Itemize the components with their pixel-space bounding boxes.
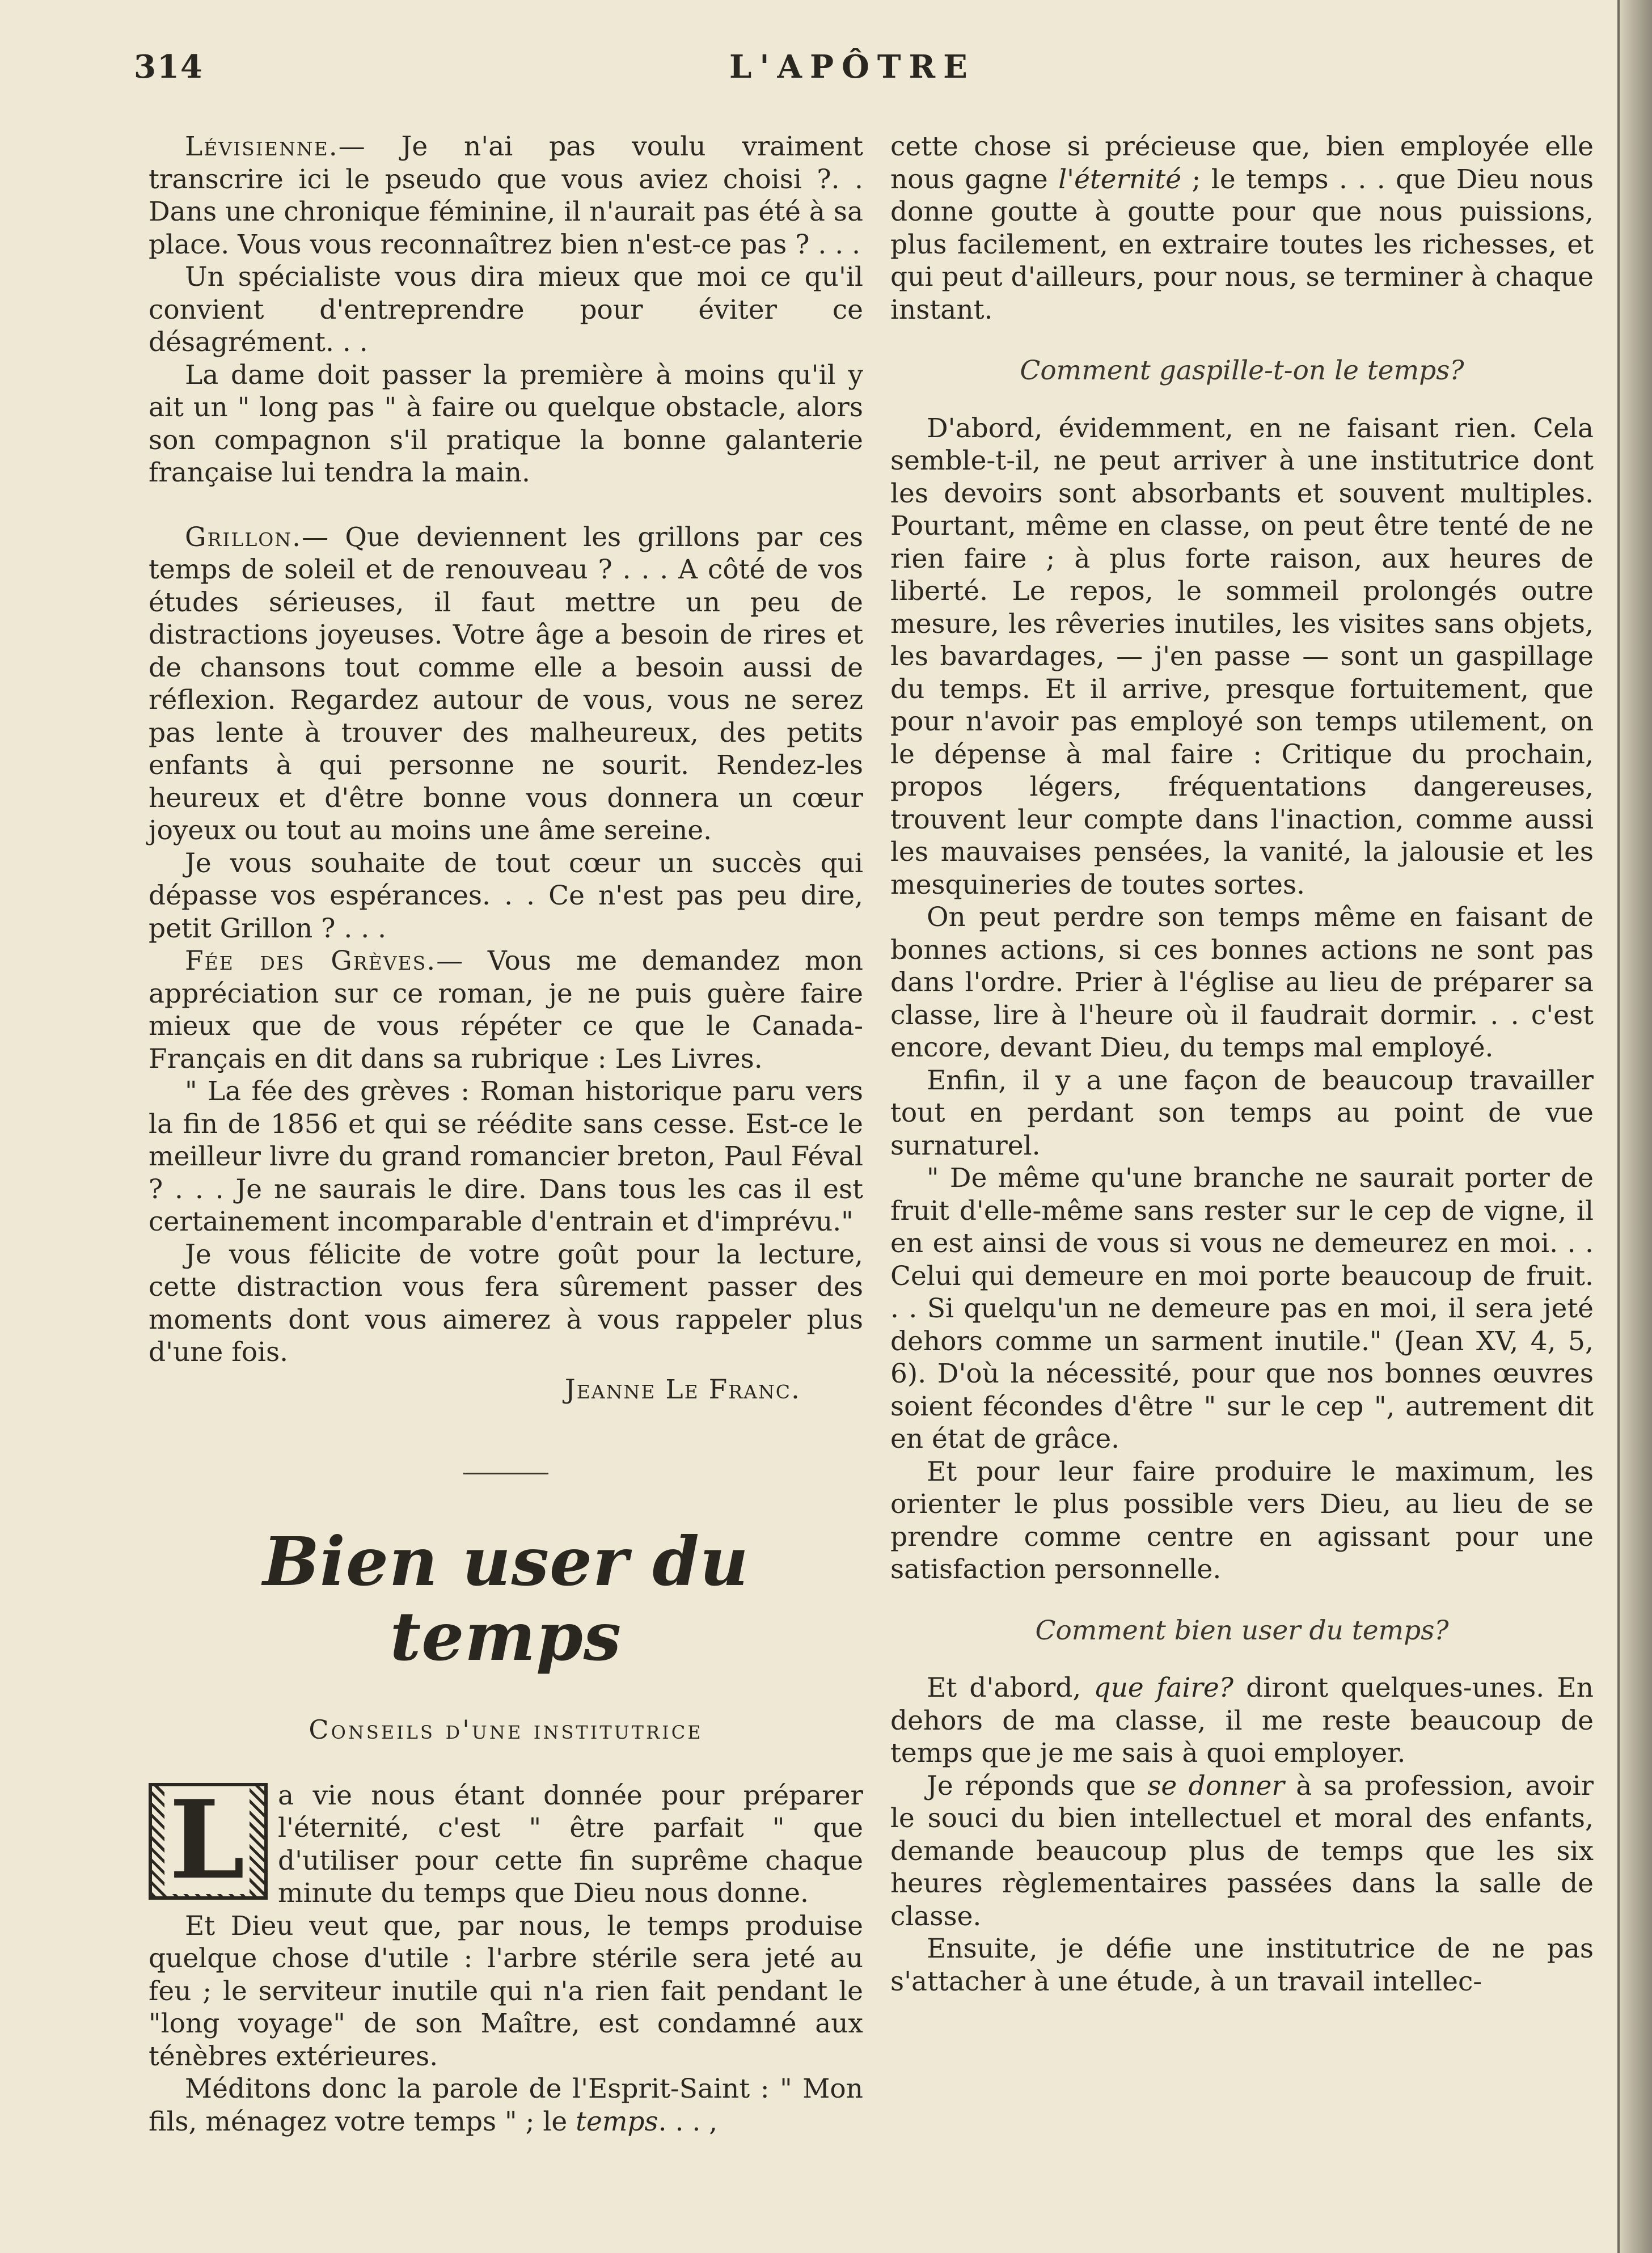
- paragraph: Je réponds que se donner à sa profession, avoir le souci du bien intellectuel et moral des enfants, demande beaucoup plus de temps que les six heures règlementaires passées dans la salle de classe.: [890, 1770, 1594, 1932]
- correspondent-name: Grillon.: [185, 521, 302, 553]
- correspondent-name: Lévisienne.: [185, 131, 339, 162]
- article-opening-paragraph: L a vie nous étant donnée pour préparer l'éternité, c'est " être parfait " que d'utiliser pour cette fin suprême chaque minute du temps que Dieu nous donne.: [149, 1779, 863, 1910]
- section-heading: Comment bien user du temps?: [1035, 1614, 1449, 1646]
- page-number: 314: [134, 48, 204, 86]
- section-heading: Comment gaspille-t-on le temps?: [1020, 355, 1464, 386]
- paragraph: Un spécialiste vous dira mieux que moi ce qu'il convient d'entreprendre pour éviter ce désagrément. . .: [149, 261, 863, 358]
- paragraph: Et Dieu veut que, par nous, le temps produise quelque chose d'utile : l'arbre stérile sera jeté au feu ; le serviteur inutile qui n'a rien fait pendant le "long voyage" de son Maître, est condamné aux ténèbres extérieures.: [149, 1910, 863, 2072]
- quotation: " De même qu'une branche ne saurait porter de fruit d'elle-même sans rester sur le cep de vigne, il en est ainsi de vous si vous ne demeurez en moi. . . Celui qui demeure en moi porte beaucoup de fruit. . . Si quelqu'un ne demeure pas en moi, il sera jeté dehors comme un sarment inutile." (Jean XV, 4, 5, 6). D'où la nécessité, pour que nos bonnes œuvres soient fécondes d'être " sur le cep ", autrement dit en état de grâce.: [890, 1163, 1594, 1455]
- right-column: [890, 130, 1594, 1998]
- running-title: L'APÔTRE: [729, 48, 975, 86]
- paragraph: Je vous souhaite de tout cœur un succès qui dépasse vos espérances. . . Ce n'est pas peu dire, petit Grillon ? . . .: [149, 847, 863, 944]
- paragraph: Je vous félicite de votre goût pour la lecture, cette distraction vous fera sûrement passer des moments dont vous aimerez à vous rappeler plus d'une fois.: [149, 1238, 863, 1368]
- paragraph: D'abord, évidemment, en ne faisant rien. Cela semble-t-il, ne peut arriver à une institutrice dont les devoirs sont absorbants et souvent multiples. Pourtant, même en classe, on peut être tenté de ne rien faire ; à plus forte raison, aux heures de liberté. Le repos, le sommeil prolongés outre mesure, les rêveries inutiles, les visites sans objets, les bavardages, — j'en passe — sont un gaspillage du temps. Et il arrive, presque fortuitement, que pour n'avoir pas employé son temps utilement, on le dépense à mal faire : Critique du prochain, propos légers, fréquentations dangereuses, trouvent leur compte dans l'inaction, comme aussi les mauvaises pensées, la vanité, la jalousie et les mesquineries de toutes sortes.: [890, 412, 1594, 901]
- correspondent-name: Fée des Grèves.: [185, 945, 437, 977]
- levisienne-reply: Lévisienne.— Je n'ai pas voulu vraiment transcrire ici le pseudo que vous aviez choisi ?. . Dans une chronique féminine, il n'aurait pas été à sa place. Vous vous reconnaîtrez bien n'est-ce pas ? . . .: [149, 131, 863, 260]
- ornamental-dropcap: L: [149, 1783, 268, 1900]
- quotation: " La fée des grèves : Roman historique paru vers la fin de 1856 et qui se réédite sans cesse. Est-ce le meilleur livre du grand romancier breton, Paul Féval ? . . . Je ne saurais le dire. Dans tous les cas il est certainement incomparable d'entrain et d'imprévu.": [149, 1076, 863, 1237]
- page-edge-shadow: [1619, 0, 1652, 2253]
- article-title: Bien user du temps: [263, 1522, 749, 1676]
- page-header: [134, 48, 1019, 99]
- paragraph: On peut perdre son temps même en faisant de bonnes actions, si ces bonnes actions ne sont pas dans l'ordre. Prier à l'église au lieu de préparer sa classe, lire à l'heure où il faudrait dormir. . . c'est encore, devant Dieu, du temps mal employé.: [890, 902, 1594, 1063]
- paragraph: cette chose si précieuse que, bien employée elle nous gagne l'éternité ; le temps . . . que Dieu nous donne goutte à goutte pour que nous puissions, plus facilement, en extraire toutes les richesses, et qui peut d'ailleurs, pour nous, se terminer à chaque instant.: [890, 131, 1594, 326]
- paragraph: Ensuite, je défie une institutrice de ne pas s'attacher à une étude, à un travail intellec-: [890, 1933, 1594, 1997]
- article-subtitle: Conseils d'une institutrice: [309, 1714, 703, 1745]
- section-separator: [463, 1473, 548, 1474]
- paragraph: Et d'abord, que faire? diront quelques-unes. En dehors de ma classe, il me reste beaucoup de temps que je me sais à quoi employer.: [890, 1672, 1594, 1769]
- page-fold-line: [1617, 0, 1620, 2253]
- paragraph: Enfin, il y a une façon de beaucoup travailler tout en perdant son temps au point de vue surnaturel.: [890, 1064, 1594, 1161]
- fee-des-greves-reply: Fée des Grèves.— Vous me demandez mon appréciation sur ce roman, je ne puis guère faire mieux que de vous répéter ce que le Canada-Français en dit dans sa rubrique : Les Livres.: [149, 945, 864, 1075]
- grillon-reply: Grillon.— Que deviennent les grillons par ces temps de soleil et de renouveau ? . . . A côté de vos études sérieuses, il faut mettre un peu de distractions joyeuses. Votre âge a besoin de rires et de chansons tout comme elle a besoin aussi de réflexion. Regardez autour de vous, vous ne serez pas lente à trouver des malheureux, des petits enfants à qui personne ne sourit. Rendez-les heureux et d'être bonne vous donnera un cœur joyeux ou tout au moins une âme sereine.: [149, 521, 863, 846]
- left-column: [149, 130, 863, 2138]
- paragraph: La dame doit passer la première à moins qu'il y ait un " long pas " à faire ou quelque obstacle, alors son compagnon s'il pratique la bonne galanterie française lui tendra la main.: [149, 359, 863, 488]
- paragraph: Et pour leur faire produire le maximum, les orienter le plus possible vers Dieu, au lieu de se prendre comme centre en agissant pour une satisfaction personnelle.: [890, 1456, 1594, 1585]
- author-signature: Jeanne Le Franc.: [564, 1373, 801, 1405]
- paragraph: Méditons donc la parole de l'Esprit-Saint : " Mon fils, ménagez votre temps " ; le temps. . . ,: [149, 2073, 863, 2137]
